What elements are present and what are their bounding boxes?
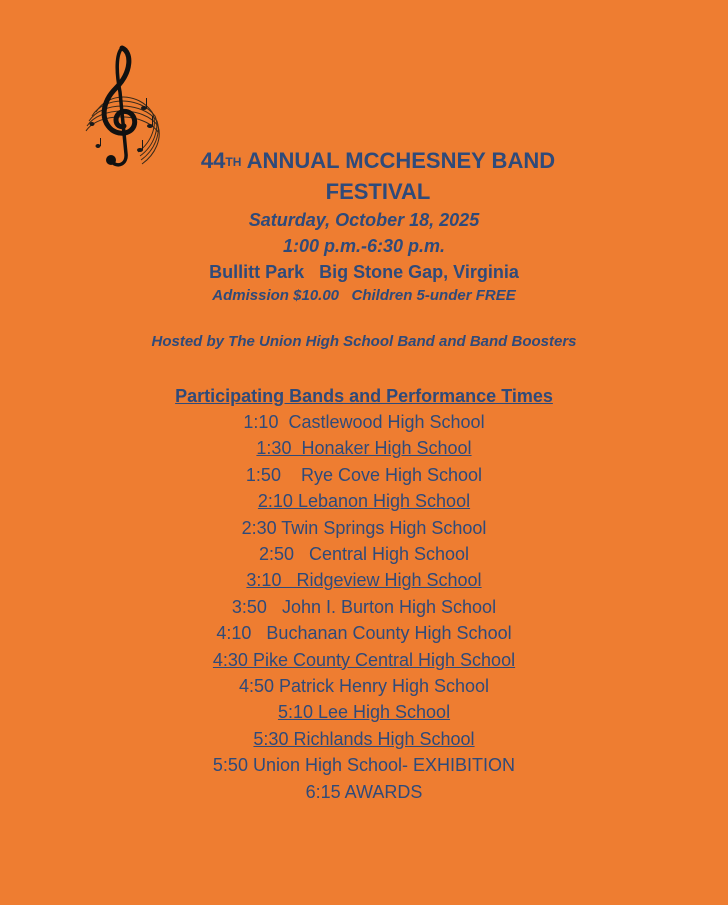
band-row <box>0 620 728 646</box>
event-hosted-by: Hosted by The Union High School Band and Band Boosters <box>151 333 577 350</box>
band-row <box>0 435 728 461</box>
band-row-text: 1:10 Castlewood High School <box>243 412 485 432</box>
band-row-text: 4:50 Patrick Henry High School <box>238 676 490 697</box>
band-row <box>0 699 728 725</box>
band-row <box>0 647 728 673</box>
band-row-text: 3:50 John I. Burton High School <box>231 596 497 617</box>
schedule-header: Participating Bands and Performance Times <box>175 386 553 406</box>
band-row-text: 5:30 Richlands High School <box>253 728 475 749</box>
band-row <box>0 594 728 620</box>
band-row <box>0 567 728 593</box>
event-time: 1:00 p.m.-6:30 p.m. <box>282 236 446 256</box>
band-row-text: 6:15 AWARDS <box>305 781 423 802</box>
band-row-text: 4:30 Pike County Central High School <box>212 649 516 670</box>
event-date: Saturday, October 18, 2025 <box>248 210 480 230</box>
flyer-content <box>0 145 728 805</box>
event-location: Bullitt Park Big Stone Gap, Virginia <box>209 262 519 282</box>
band-row <box>0 488 728 514</box>
event-admission: Admission $10.00 Children 5-under FREE <box>212 287 516 304</box>
title-rest: ANNUAL MCCHESNEY BAND <box>241 148 556 173</box>
band-row <box>0 541 728 567</box>
band-row <box>0 779 728 805</box>
band-row-text: 2:30 Twin Springs High School <box>241 517 487 538</box>
band-row <box>0 462 728 488</box>
band-row-text: 5:50 Union High School- EXHIBITION <box>212 755 516 776</box>
band-row-text: 3:10 Ridgeview High School <box>246 570 482 591</box>
band-row-text: 5:10 Lee High School <box>277 702 451 723</box>
band-row <box>0 673 728 699</box>
band-schedule-list <box>0 409 728 805</box>
band-row-text: 1:30 Honaker High School <box>256 438 472 459</box>
band-row <box>0 515 728 541</box>
band-row <box>0 752 728 778</box>
event-title <box>0 145 728 176</box>
band-row-text: 4:10 Buchanan County High School <box>216 623 512 644</box>
band-row <box>0 726 728 752</box>
band-row <box>0 409 728 435</box>
band-row-text: 2:50 Central High School <box>258 544 470 565</box>
title-suffix: TH <box>225 155 242 169</box>
event-title-line2: FESTIVAL <box>325 179 431 204</box>
band-row-text: 1:50 Rye Cove High School <box>245 464 483 485</box>
title-number: 44 <box>200 148 226 173</box>
band-row-text: 2:10 Lebanon High School <box>257 491 471 512</box>
